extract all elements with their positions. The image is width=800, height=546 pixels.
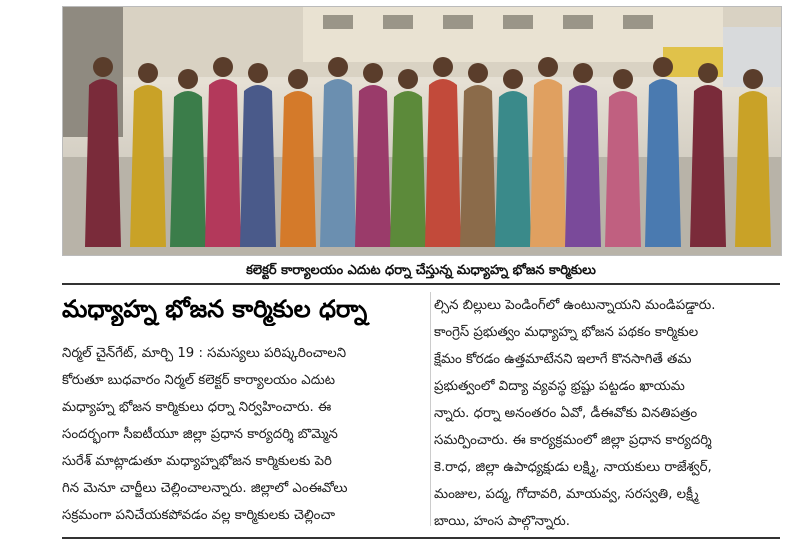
article-line: గిన మెనూ చార్జీలు చెల్లించాలన్నారు. జిల్లాలో ఎంఈవోలు: [62, 481, 348, 496]
person-figure: [130, 85, 166, 247]
person-head: [93, 57, 113, 77]
person-head: [248, 63, 268, 83]
person-figure: [355, 85, 391, 247]
column-divider: [430, 292, 431, 526]
person-figure: [390, 91, 426, 247]
article-line: సందర్భంగా సీఐటీయూ జిల్లా ప్రధాన కార్యదర్శి బొమ్మెన: [62, 427, 338, 442]
caption-divider: [62, 283, 780, 285]
article-line: కె.రాధ, జిల్లా ఉపాధ్యక్షుడు లక్ష్మి, నాయకులు రాజేశ్వర్,: [434, 460, 712, 475]
article-column-right: [434, 292, 780, 535]
article-line: నిర్మల్ చైన్‌గేట్, మార్చి 19 : సమస్యలు పరిష్కరించాలని: [62, 346, 347, 361]
person-figure: [645, 79, 681, 247]
person-figure: [460, 85, 496, 247]
person-figure: [170, 91, 206, 247]
person-head: [613, 69, 633, 89]
article-line: సమర్పించారు. ఈ కార్యక్రమంలో జిల్లా ప్రధాన కార్యదర్శి: [434, 433, 712, 448]
person-head: [288, 69, 308, 89]
person-figure: [425, 79, 461, 247]
article-headline: మధ్యాహ్న భోజన కార్మికుల ధర్నా: [62, 295, 368, 323]
person-head: [573, 63, 593, 83]
people-group: [85, 57, 771, 247]
article-line: మధ్యాహ్న భోజన కార్మికులు ధర్నా నిర్వహించారు. ఈ: [62, 400, 332, 415]
person-head: [213, 57, 233, 77]
person-figure: [605, 91, 641, 247]
article-line: ల్సిన బిల్లులు పెండింగ్‌లో ఉంటున్నాయని మండిపడ్డారు.: [434, 298, 716, 313]
article-line: కాంగ్రెస్ ప్రభుత్వం మధ్యాహ్న భోజన పథకం కార్మికుల: [434, 325, 699, 340]
group-photo-illustration: [63, 7, 781, 255]
person-head: [178, 69, 198, 89]
person-figure: [690, 85, 726, 247]
person-figure: [205, 79, 241, 247]
person-figure: [280, 91, 316, 247]
photo-caption: కలెక్టర్ కార్యాలయం ఎదుట ధర్నా చేస్తున్న మధ్యాహ్న భోజన కార్మికులు: [246, 263, 596, 278]
article-line: న్నారు. ధర్నా అనంతరం ఏవో, డీఈవోకు వినతిపత్రం: [434, 406, 698, 421]
person-figure: [320, 79, 356, 247]
person-head: [653, 57, 673, 77]
article-line: క్షేమం కోరడం ఉత్తమాటేనని ఇలాగే కొనసాగితే తమ: [434, 352, 692, 367]
person-head: [138, 63, 158, 83]
article-line: ప్రభుత్వంలో విద్యా వ్యవస్థ భ్రష్టు పట్టడం ఖాయమ: [434, 379, 685, 394]
person-head: [503, 69, 523, 89]
article-line: కోరుతూ బుధవారం నిర్మల్ కలెక్టర్ కార్యాలయం ఎదుట: [62, 373, 335, 388]
person-head: [698, 63, 718, 83]
person-head: [468, 63, 488, 83]
article-column-left: [62, 340, 434, 529]
article-line: బాయి, హంస పాల్గొన్నారు.: [434, 514, 570, 529]
news-photo: [62, 6, 782, 256]
person-head: [538, 57, 558, 77]
article-line: సురేశ్ మాట్లాడుతూ మధ్యాహ్నభోజన కార్మికులకు పెరి: [62, 454, 332, 469]
person-head: [743, 69, 763, 89]
person-figure: [495, 91, 531, 247]
bottom-divider: [62, 537, 780, 539]
article-line: మంజుల, పద్మ, గోదావరి, మాయవ్వ, సరస్వతి, లక్ష్మీ: [434, 487, 699, 502]
person-head: [328, 57, 348, 77]
article-line: సక్రమంగా పనిచేయకపోవడం వల్ల కార్మికులకు చెల్లించా: [62, 508, 336, 523]
person-head: [433, 57, 453, 77]
person-head: [363, 63, 383, 83]
person-figure: [565, 85, 601, 247]
person-figure: [240, 85, 276, 247]
person-figure: [735, 91, 771, 247]
person-figure: [530, 79, 566, 247]
person-head: [398, 69, 418, 89]
person-figure: [85, 79, 121, 247]
